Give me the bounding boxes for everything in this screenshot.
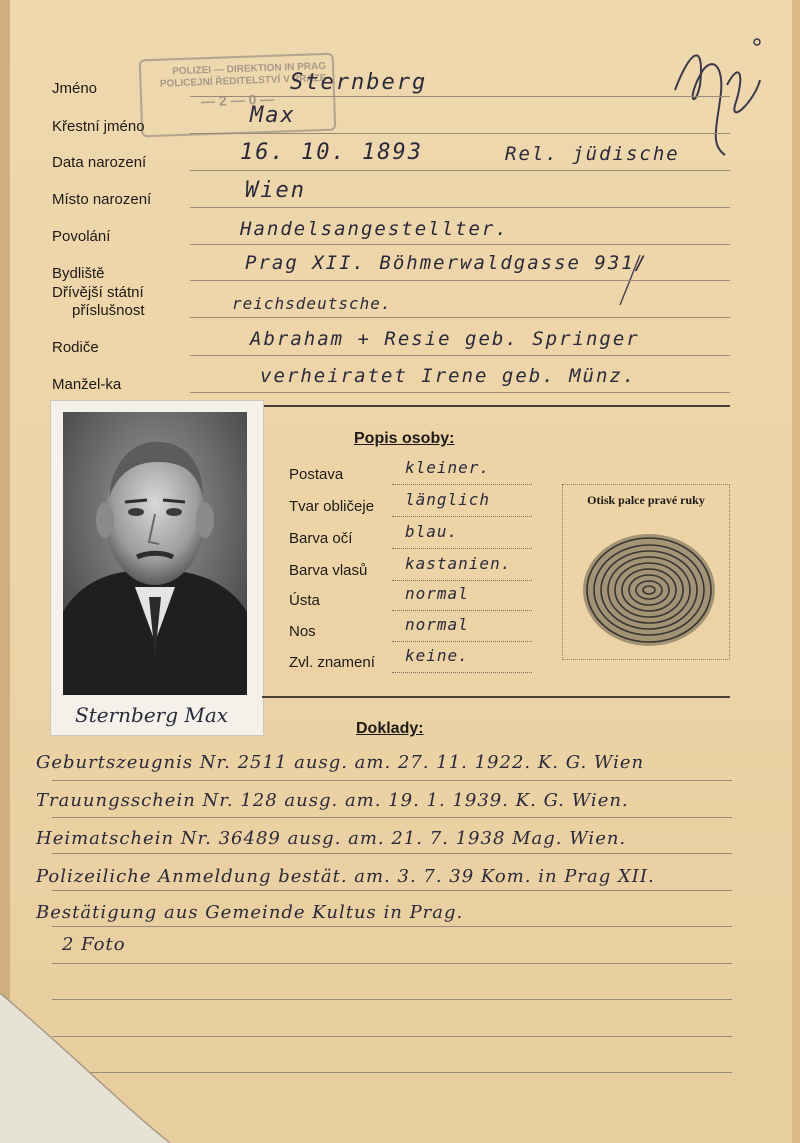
- value-given-name: Max: [250, 103, 296, 128]
- description-value: normal: [405, 584, 469, 603]
- document-line: Heimatschein Nr. 36489 ausg. am. 21. 7. 1938 Mag. Wien.: [36, 828, 627, 849]
- description-label: Postava: [289, 466, 344, 483]
- initials-mark: [665, 30, 775, 160]
- rule-spouse: [190, 392, 730, 393]
- document-rule: [52, 926, 732, 927]
- rule-former-nationality: [190, 317, 730, 318]
- label-former-nationality-2: příslušnost: [72, 302, 145, 319]
- description-rule: [392, 484, 532, 485]
- value-birth-place: Wien: [245, 178, 306, 203]
- description-label: Zvl. znamení: [289, 654, 375, 671]
- rule-occupation: [190, 244, 730, 245]
- description-value: kastanien.: [405, 554, 512, 573]
- value-parents: Abraham + Resie geb. Springer: [250, 328, 640, 350]
- documents-title: Doklady:: [356, 720, 424, 737]
- rule-surname: [190, 96, 730, 97]
- document-rule: [52, 780, 732, 781]
- left-paper-edge: [0, 0, 10, 1143]
- description-rule: [392, 641, 532, 642]
- document-line: Trauungsschein Nr. 128 ausg. am. 19. 1. 1939. K. G. Wien.: [36, 790, 629, 811]
- label-spouse: Manžel-ka: [52, 376, 122, 393]
- rule-given-name: [190, 133, 730, 134]
- label-former-nationality-1: Dřívější státní: [52, 284, 144, 301]
- description-value: blau.: [405, 522, 459, 541]
- document-rule: [52, 817, 732, 818]
- description-value: normal: [405, 615, 469, 634]
- photo-signature: [70, 700, 250, 730]
- value-surname: Sternberg: [290, 70, 428, 95]
- label-residence: Bydliště: [52, 265, 105, 282]
- portrait-photo: [63, 412, 247, 695]
- rule-parents: [190, 355, 730, 356]
- document-line: Polizeiliche Anmeldung bestät. am. 3. 7. 39 Kom. in Prag XII.: [36, 866, 655, 887]
- rule-birth-place: [190, 207, 730, 208]
- document-rule: [52, 853, 732, 854]
- description-rule: [392, 580, 532, 581]
- description-title: Popis osoby:: [354, 430, 455, 447]
- description-label: Tvar obličeje: [289, 498, 375, 515]
- rule-birth-date: [190, 170, 730, 171]
- label-parents: Rodiče: [52, 339, 99, 356]
- document-rule: [52, 963, 732, 964]
- description-rule: [392, 672, 532, 673]
- label-birth-date: Data narození: [52, 154, 147, 171]
- label-surname: Jméno: [52, 80, 98, 97]
- folded-corner: [0, 993, 200, 1143]
- label-given-name: Křestní jméno: [52, 118, 145, 135]
- description-rule: [392, 548, 532, 549]
- rule-section-top: [262, 405, 730, 407]
- rule-section-bottom: [262, 696, 730, 698]
- thumbprint-icon: [571, 520, 721, 650]
- value-spouse: verheiratet Irene geb. Münz.: [260, 365, 637, 387]
- description-value: kleiner.: [405, 458, 491, 477]
- right-paper-edge: [792, 0, 800, 1143]
- thumbprint-label: Otisk palce pravé ruky: [587, 493, 705, 507]
- value-religion: Rel. jüdische: [505, 143, 680, 165]
- label-birth-place: Místo narození: [52, 191, 152, 208]
- document-line: Bestätigung aus Gemeinde Kultus in Prag.: [36, 902, 464, 923]
- description-value: länglich: [405, 490, 491, 509]
- description-rule: [392, 610, 532, 611]
- thumbprint-box: [562, 484, 730, 660]
- description-rule: [392, 516, 532, 517]
- photo-signature-text: Sternberg Max: [75, 703, 229, 727]
- police-stamp: POLIZEI — DIREKTION IN PRAG POLICEJNÍ ŘEDITELSTVÍ V PRAZE — 2 — 0 —: [139, 53, 337, 138]
- description-label: Nos: [289, 623, 316, 640]
- description-label: Barva očí: [289, 530, 353, 547]
- document-line: Geburtszeugnis Nr. 2511 ausg. am. 27. 11. 1922. K. G. Wien: [36, 752, 645, 773]
- value-birth-date: 16. 10. 1893: [240, 140, 423, 165]
- document-rule: [52, 890, 732, 891]
- label-occupation: Povolání: [52, 228, 111, 245]
- value-occupation: Handelsangestellter.: [240, 218, 509, 240]
- description-label: Ústa: [289, 592, 320, 609]
- rule-residence: [190, 280, 730, 281]
- document-line: 2 Foto: [62, 934, 126, 955]
- value-residence: Prag XII. Böhmerwaldgasse 931/: [245, 252, 649, 274]
- description-value: keine.: [405, 646, 469, 665]
- value-former-nationality: reichsdeutsche.: [232, 294, 392, 313]
- description-label: Barva vlasů: [289, 562, 368, 579]
